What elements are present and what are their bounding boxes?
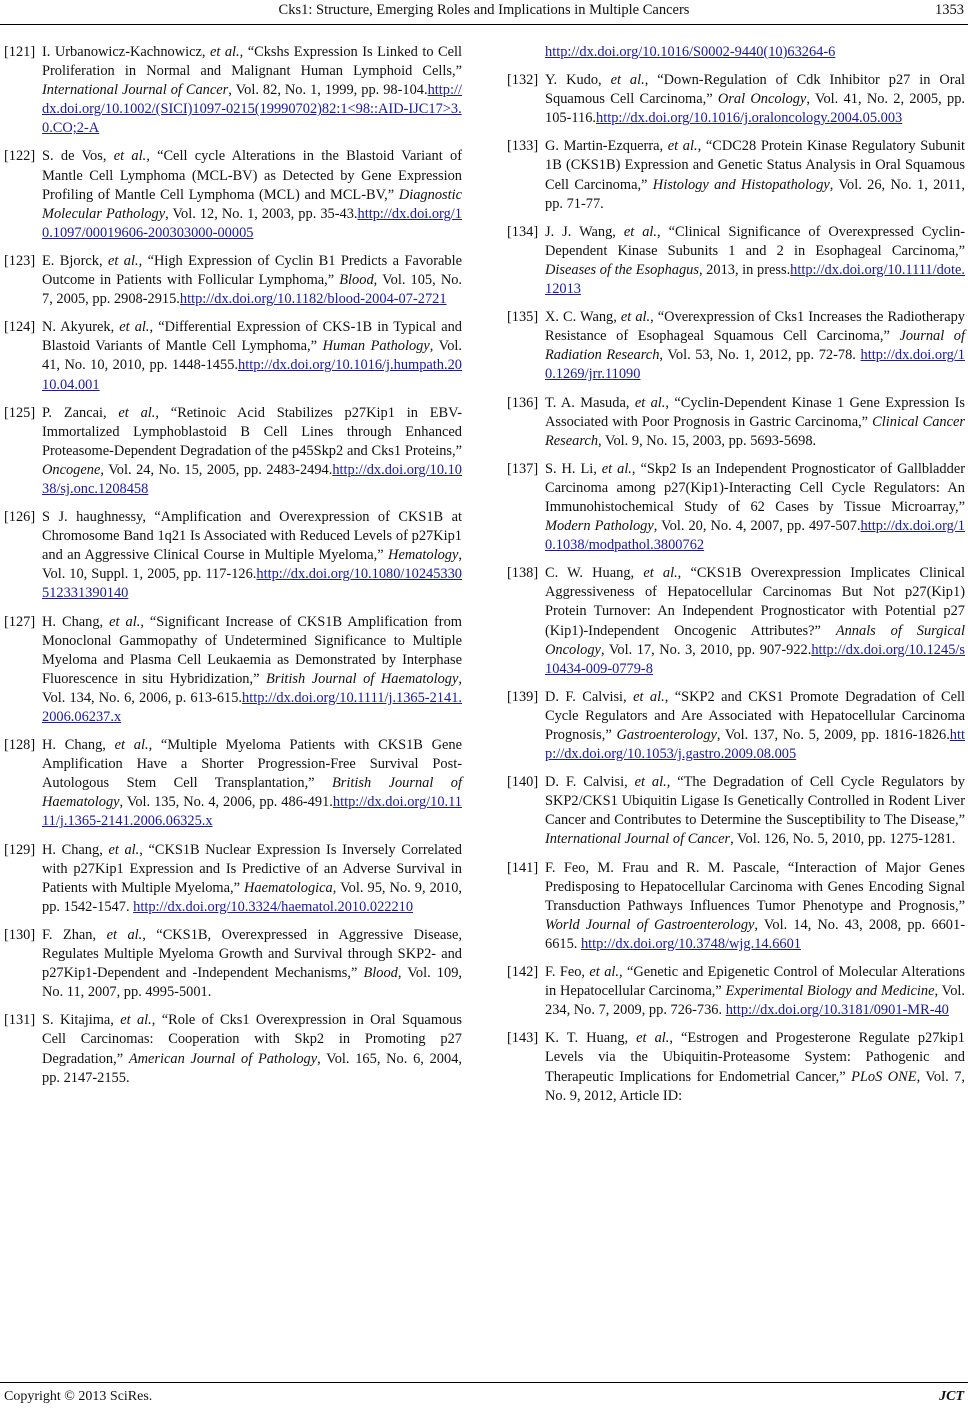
reference-details: , Vol. 41, No. 2, 2005, pp. 105-116. [545,91,965,127]
reference-title: , “CDC28 Protein Kinase Regulatory Subunit 1B (CKS1B) Expression and Genetic Status Analysis in Oral Squamous Cell Carcinoma,” [545,138,966,193]
reference-title: , “Clinical Significance of Overexpressed Cyclin-Dependent Kinase Subunits 1 and 2 in Esophageal Carcinoma,” [545,223,966,259]
reference-details: , Vol. 137, No. 5, 2009, pp. 1816-1826. [716,727,950,743]
reference-text [545,43,965,62]
reference-authors: N. Akyurek, [42,319,120,336]
reference-text [42,43,462,138]
references-right-column [507,43,965,1115]
reference-authors: S. H. Li, [545,460,602,477]
doi-link[interactable]: http://dx.doi.org/10.3324/haematol.2010.022210 [133,898,414,915]
reference-et-al: et al. [119,319,150,336]
reference-number: [137] [507,460,539,477]
reference-et-al: et al. [636,1030,670,1047]
reference-details: , 2013, in press. [698,261,791,278]
reference-details: , Vol. 95, No. 9, 2010, pp. 1542-1547. [42,879,462,915]
reference-journal: Human Pathology [322,338,430,355]
reference-journal: Oral Oncology [717,91,807,108]
reference-entry [4,841,462,917]
reference-entry [507,1029,965,1105]
reference-journal: Diagnostic Molecular Pathology [42,186,462,222]
page-number: 1353 [935,2,964,18]
reference-title: , “Genetic and Epigenetic Control of Molecular Alterations in Hepatocellular Carcinoma,” [545,964,966,1000]
reference-title: , “Ckshs Expression Is Linked to Cell Proliferation in Normal and Malignant Human Lymphoid Cells,” [42,44,462,80]
reference-et-al: et al. [113,148,147,165]
reference-entry [507,394,965,451]
doi-link[interactable]: http://dx.doi.org/10.1053/j.gastro.2009.08.005 [545,727,965,763]
reference-details: , Vol. 17, No. 3, 2010, pp. 907-922. [600,641,812,658]
reference-details: , Vol. 82, No. 1, 1999, pp. 98-104. [228,82,428,99]
running-header [0,0,968,24]
reference-entry [507,859,965,954]
doi-link[interactable]: http://dx.doi.org/10.1269/jrr.11090 [545,347,965,383]
reference-authors: F. Feo, M. Frau and R. M. Pascale, “Interaction of Major Genes Predisposing to Hepatocellular Carcinoma with Genes Encoding Signal Transduction Pathways Influences Tumor Phenotype and Prognosis,” [545,859,965,914]
reference-number: [130] [4,926,36,943]
reference-number: [143] [507,1030,539,1047]
reference-entry [507,688,965,764]
reference-text [545,859,965,954]
reference-et-al: et al. [634,774,667,791]
reference-journal: International Journal of Cancer [545,831,731,848]
reference-title: , “Significant Increase of CKS1B Amplification from Monoclonal Gammopathy of Undetermined Significance to Multiple Myeloma and Plasma Cell Leukaemia as Demonstrated by Interphase Fluorescence in situ Hybridization,” [42,613,462,687]
reference-details: , Vol. 26, No. 1, 2011, pp. 71-77. [545,176,965,212]
reference-number: [121] [4,44,36,60]
reference-details: , Vol. 7, No. 9, 2012, Article ID: [545,1068,965,1104]
reference-authors: F. Feo, [545,964,590,981]
reference-entry [507,308,965,384]
reference-number: [140] [507,774,539,791]
reference-details: , Vol. 135, No. 4, 2006, pp. 486-491. [119,794,333,811]
doi-link[interactable]: http://dx.doi.org/10.1002/(SICI)1097-0215(19990702)82:1<98::AID-IJC17>3.0.CO;2-A [42,82,462,137]
reference-et-al: et al. [623,223,658,240]
reference-details: , Vol. 109, No. 11, 2007, pp. 4995-5001. [42,965,462,1001]
reference-title: , “Down-Regulation of Cdk Inhibitor p27 in Oral Squamous Cell Carcinoma,” [545,72,965,108]
reference-journal: Experimental Biology and Medicine [725,983,935,1000]
reference-title: , “Estrogen and Progesterone Regulate p27kip1 Levels via the Ubiquitin-Proteasome System: Pathogenic and Therapeutic Implications for Endometrial Cancer,” [545,1030,965,1085]
reference-text [545,564,965,679]
reference-text [545,1029,965,1105]
reference-title: , “The Degradation of Cell Cycle Regulators by SKP2/CKS1 Ubiquitin Ligase Is Genetically Controlled in Rodent Liver Cancer and Contributes to Determine the Susceptibility to The Disease,” [545,774,965,829]
reference-et-al: et al. [109,613,141,630]
reference-details: , Vol. 105, No. 7, 2005, pp. 2908-2915. [42,272,463,308]
doi-link[interactable]: http://dx.doi.org/10.1016/j.oraloncology.2004.05.003 [596,110,903,127]
reference-number: [142] [507,964,539,981]
reference-details: , Vol. 10, Suppl. 1, 2005, pp. 117-126. [42,547,462,583]
doi-link[interactable]: http://dx.doi.org/10.1111/j.1365-2141.2006.06325.x [42,794,462,830]
reference-number: [141] [507,859,539,876]
reference-entry [4,318,462,394]
reference-details: , Vol. 24, No. 15, 2005, pp. 2483-2494. [100,461,333,478]
doi-link[interactable]: http://dx.doi.org/10.1080/10245330512331390140 [42,566,462,602]
reference-details: , Vol. 12, No. 1, 2003, pp. 35-43. [165,205,358,222]
reference-entry [4,508,462,603]
reference-authors: H. Chang, [42,841,109,858]
reference-authors: T. A. Masuda, [545,394,635,411]
reference-text [42,252,462,309]
copyright-notice: Copyright © 2013 SciRes. [4,1389,153,1404]
reference-number: [123] [4,252,36,269]
reference-journal: Diseases of the Esophagus [545,261,699,278]
reference-text [42,926,462,1002]
reference-entry [507,71,965,128]
reference-title: , “SKP2 and CKS1 Promote Degradation of Cell Cycle Regulators and Are Associated with Hepatocellular Carcinoma Prognosis,” [545,688,966,743]
reference-entry [4,404,462,499]
reference-entry [4,1011,462,1087]
reference-number: [126] [4,509,36,526]
reference-authors: D. F. Calvisi, [545,688,634,705]
reference-et-al: et al. [634,394,666,411]
reference-number: [122] [4,148,36,165]
reference-entry [4,926,462,1002]
reference-authors: G. Martin-Ezquerra, [545,138,668,155]
reference-entry [507,223,965,299]
reference-entry [4,147,462,242]
doi-link[interactable]: http://dx.doi.org/10.1111/dote.12013 [545,261,965,298]
reference-authors: P. Zancai, [42,404,119,421]
reference-entry [4,43,462,138]
reference-entry [507,564,965,679]
reference-et-al: et al. [643,565,678,582]
reference-et-al: et al. [610,72,645,89]
reference-title: , “Multiple Myeloma Patients with CKS1B Gene Amplification Have a Shorter Progression-Free Survival Post-Autologous Stem Cell Transplantation,” [42,737,462,792]
reference-title: , “Overexpression of Cks1 Increases the Radiotherapy Resistance of Esophageal Squamous Cell Carcinoma,” [545,309,965,345]
reference-journal: Modern Pathology [545,518,654,535]
reference-details: , Vol. 53, No. 1, 2012, pp. 72-78. [659,347,861,364]
reference-authors: Y. Kudo, [545,72,611,89]
reference-et-al: et al. [620,309,651,326]
doi-link[interactable]: http://dx.doi.org/10.1182/blood-2004-07-2721 [179,291,447,308]
reference-title: , “CKS1B Nuclear Expression Is Inversely Correlated with p27Kip1 Expression and Is Predictive of an Adverse Survival in Patients with Multiple Myeloma,” [42,841,462,896]
reference-details: , Vol. 9, No. 15, 2003, pp. 5693-5698. [598,432,817,449]
reference-entry [4,736,462,831]
reference-authors: F. Zhan, [42,926,107,943]
reference-authors: S J. haughnessy, “Amplification and Overexpression of CKS1B at Chromosome Band 1q21 Is Associated with Reduced Levels of p27Kip1 and an Aggressive Clinical Course in Multiple Myeloma,” [42,509,462,564]
reference-entry [507,963,965,1020]
reference-entry [4,613,462,728]
running-title: Cks1: Structure, Emerging Roles and Implications in Multiple Cancers [278,2,690,18]
journal-abbrev: JCT [939,1389,964,1404]
reference-authors: S. de Vos, [42,148,114,165]
reference-journal: Clinical Cancer Research [545,413,965,449]
reference-text [42,1011,462,1087]
reference-details: , Vol. 41, No. 10, 2010, pp. 1448-1455. [42,338,462,374]
reference-details: , Vol. 20, No. 4, 2007, pp. 497-507. [653,518,861,535]
reference-text [545,773,965,849]
reference-journal: PLoS ONE [851,1068,917,1085]
reference-entry [507,773,965,849]
reference-et-al: et al. [601,460,632,477]
reference-title: , “High Expression of Cyclin B1 Predicts a Favorable Outcome in Patients with Follicular Lymphoma,” [42,252,462,289]
reference-et-al: et al. [107,252,139,269]
reference-number: [128] [4,737,36,754]
reference-et-al: et al. [633,688,665,705]
footer-rule [0,1382,968,1383]
reference-authors: C. W. Huang, [545,565,644,582]
reference-number: [132] [507,72,539,89]
reference-text [545,963,965,1020]
reference-journal: Oncogene [42,461,101,478]
reference-journal: International Journal of Cancer [42,82,229,99]
reference-journal: Annals of Surgical Oncology [545,622,965,658]
reference-et-al: et al. [118,404,156,421]
reference-et-al: et al. [120,1012,152,1029]
reference-authors: E. Bjorck, [42,252,108,269]
reference-authors: I. Urbanowicz-Kachnowicz, [42,44,210,60]
doi-link[interactable]: http://dx.doi.org/10.1016/S0002-9440(10)63264-6 [545,44,836,60]
reference-journal: Blood [339,272,374,289]
reference-number: [139] [507,688,539,705]
reference-text [545,688,965,764]
reference-text [545,308,965,384]
reference-journal: Histology and Histopathology [652,176,830,193]
reference-text [42,508,462,603]
reference-text [42,736,462,831]
reference-number: [136] [507,394,539,411]
doi-link[interactable]: http://dx.doi.org/10.1111/j.1365-2141.2006.06237.x [42,689,462,725]
reference-journal: Blood [363,965,398,982]
doi-link[interactable]: http://dx.doi.org/10.1038/sj.onc.1208458 [42,461,462,497]
reference-number: [133] [507,138,539,155]
reference-et-al: et al. [114,737,149,754]
reference-authors: X. C. Wang, [545,309,621,326]
doi-link[interactable]: http://dx.doi.org/10.3748/wjg.14.6601 [580,935,801,952]
reference-journal: Haematologica [244,879,333,896]
reference-journal: Gastroenterology [616,727,717,743]
reference-details: , Vol. 165, No. 6, 2004, pp. 2147-2155. [42,1050,462,1086]
reference-authors: H. Chang, [42,737,115,754]
reference-text [42,404,462,499]
reference-text [42,841,462,917]
reference-text [545,137,965,213]
header-rule [0,24,968,25]
reference-entry [4,252,462,309]
reference-title: , “CKS1B, Overexpressed in Aggressive Disease, Regulates Multiple Myeloma Growth and Survival through SKP2- and p27Kip1-Dependent and -Independent Mechanisms,” [42,926,462,982]
reference-et-al: et al. [209,44,240,60]
reference-number: [125] [4,404,36,421]
reference-journal: World Journal of Gastroenterology [545,916,755,933]
reference-details: , Vol. 134, No. 6, 2006, p. 613-615. [42,670,462,706]
reference-text [545,460,965,555]
reference-authors: J. J. Wang, [545,223,624,240]
reference-entry [507,460,965,555]
reference-authors: H. Chang, [42,613,110,630]
doi-link[interactable]: http://dx.doi.org/10.1016/j.humpath.2010.04.001 [42,357,462,393]
reference-journal: Journal of Radiation Research [545,328,966,364]
reference-number [507,43,545,62]
reference-text [42,613,462,728]
reference-title: , “Skp2 Is an Independent Prognosticator of Gallbladder Carcinoma among p27(Kip1)-Interacting Cell Cycle Regulators: An Immunohistochemical Study of 62 Cases by Tissue Microarray,” [545,460,965,515]
reference-number: [127] [4,613,36,630]
reference-et-al: et al. [667,138,698,155]
reference-authors: K. T. Huang, [545,1030,637,1047]
reference-entry [507,137,965,213]
reference-details: , Vol. 126, No. 5, 2010, pp. 1275-1281. [730,831,956,848]
reference-et-al: et al. [108,841,140,858]
reference-title: , “Differential Expression of CKS-1B in Typical and Blastoid Variants of Mantle Cell Lymphoma,” [42,319,463,355]
reference-text [545,223,965,299]
reference-title: , “Retinoic Acid Stabilizes p27Kip1 in EBV-Immortalized Lymphoblastoid B Cell Lines through Enhanced Proteasome-Dependent Degradation of the p45Skp2 and Cks1 Proteins,” [42,404,462,459]
reference-number: [138] [507,565,539,582]
reference-authors: S. Kitajima, [42,1012,121,1029]
reference-title: , “Role of Cks1 Overexpression in Oral Squamous Cell Carcinomas: Cooperation with Skp2 in Promoting p27 Degradation,” [42,1012,462,1067]
reference-details: , Vol. 14, No. 43, 2008, pp. 6601-6615. [545,916,965,952]
reference-et-al: et al. [106,926,143,943]
doi-link[interactable]: http://dx.doi.org/10.1245/s10434-009-0779-8 [545,641,965,677]
reference-number: [131] [4,1012,36,1029]
doi-link[interactable]: http://dx.doi.org/10.1097/00019606-200303000-00005 [42,205,462,241]
reference-journal: Hematology [388,547,459,564]
reference-journal: British Journal of Haematology [266,670,459,687]
reference-number: [129] [4,841,36,858]
reference-title: , “Cyclin-Dependent Kinase 1 Gene Expression Is Associated with Poor Prognosis in Gastric Carcinoma,” [545,394,965,430]
references-left-column [4,43,462,1097]
reference-text [545,71,965,128]
reference-entry [507,43,965,62]
reference-details: , Vol. 234, No. 7, 2009, pp. 726-736. [545,983,965,1019]
doi-link[interactable]: http://dx.doi.org/10.1038/modpathol.3800762 [545,518,965,554]
doi-link[interactable]: http://dx.doi.org/10.3181/0901-MR-40 [725,1002,949,1019]
reference-text [545,394,965,451]
reference-authors: D. F. Calvisi, [545,774,635,791]
reference-title: , “CKS1B Overexpression Implicates Clinical Aggressiveness of Hepatocellular Carcinomas But Not p27(Kip1) Protein Turnover: An Independent Prognosticator with Potential p27 (Kip1)-Independent Oncogenic Attributes?” [545,565,965,639]
reference-journal: American Journal of Pathology [128,1050,318,1067]
reference-text [42,147,462,242]
reference-number: [135] [507,309,539,326]
page-footer [0,1382,968,1406]
reference-title: , “Cell cycle Alterations in the Blastoid Variant of Mantle Cell Lymphoma (MCL-BV) as Detected by Gene Expression Profiling of Mantle Cell Lymphoma (MCL) and MCL-BV,” [42,148,462,203]
reference-journal: British Journal of Haematology [42,775,462,811]
reference-et-al: et al. [589,964,619,981]
reference-number: [124] [4,319,36,336]
reference-text [42,318,462,394]
reference-number: [134] [507,223,539,240]
